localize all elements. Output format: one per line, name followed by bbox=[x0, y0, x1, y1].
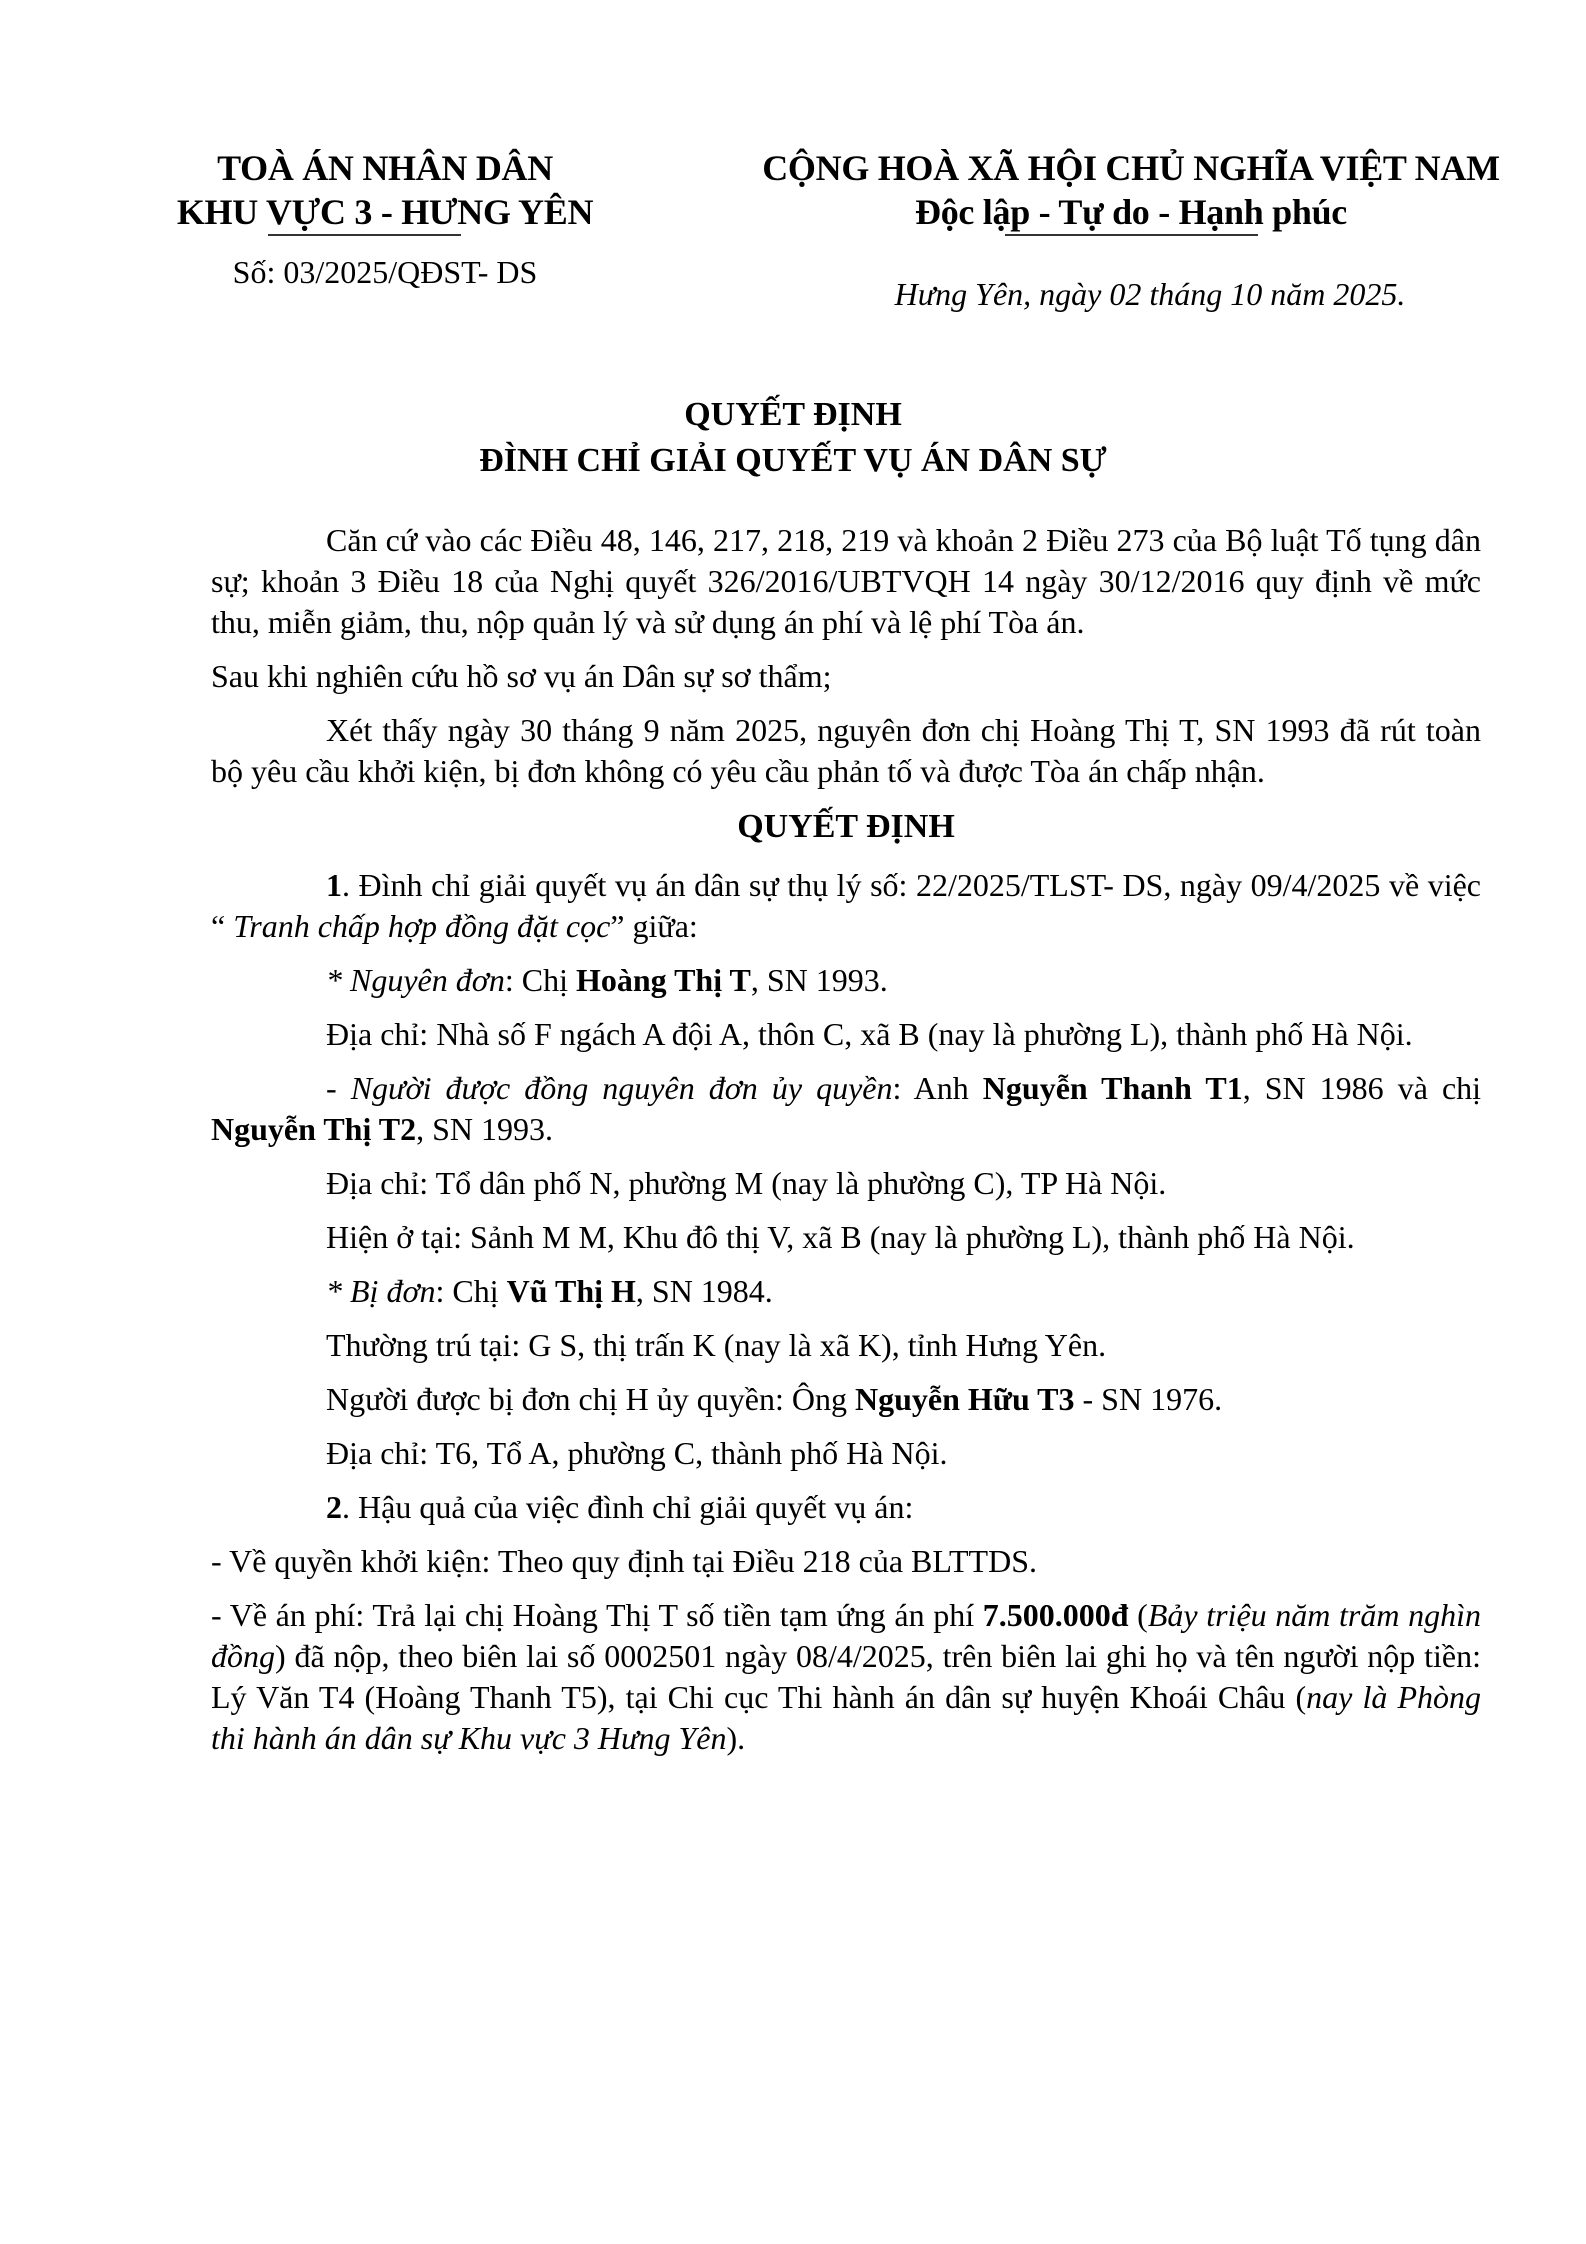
plaintiff: * Nguyên đơn: Chị Hoàng Thị T, SN 1993. bbox=[326, 962, 888, 998]
court-name: TOÀ ÁN NHÂN DÂN bbox=[217, 148, 553, 188]
court-region: KHU VỰC 3 - HƯNG YÊN bbox=[176, 192, 594, 232]
defendant: * Bị đơn: Chị Vũ Thị H, SN 1984. bbox=[326, 1273, 773, 1309]
representative-name-2: Nguyễn Thị T2 bbox=[211, 1111, 417, 1147]
decision-heading: QUYẾT ĐỊNH bbox=[737, 808, 955, 845]
representative-current-residence: Hiện ở tại: Sảnh M M, Khu đô thị V, xã B (nay là phường L), thành phố Hà Nội. bbox=[326, 1219, 1355, 1255]
document-number: Số: 03/2025/QĐST- DS bbox=[232, 254, 538, 290]
decision-item-1: 1. Đình chỉ giải quyết vụ án dân sự thụ lý số: 22/2025/TLST- DS, ngày 09/4/2025 về việc “ Tranh chấp hợp đồng đặt cọc” giữa: bbox=[211, 867, 1481, 944]
court-header-rule bbox=[268, 234, 461, 236]
plaintiff-representative: - Người được đồng nguyên đơn ủy quyền: Anh Nguyễn Thanh T1, SN 1986 và chị Nguyễn Thị T2, SN 1993. bbox=[211, 1070, 1482, 1147]
right-to-sue: - Về quyền khởi kiện: Theo quy định tại Điều 218 của BLTTDS. bbox=[211, 1543, 1037, 1579]
representative-address: Địa chỉ: Tổ dân phố N, phường M (nay là phường C), TP Hà Nội. bbox=[326, 1165, 1167, 1201]
issue-date: Hưng Yên, ngày 02 tháng 10 năm 2025. bbox=[894, 276, 1406, 312]
review-statement: Sau khi nghiên cứu hồ sơ vụ án Dân sự sơ thẩm; bbox=[211, 658, 832, 694]
plaintiff-address: Địa chỉ: Nhà số F ngách A đội A, thôn C, xã B (nay là phường L), thành phố Hà Nội. bbox=[326, 1016, 1413, 1052]
court-fee: - Về án phí: Trả lại chị Hoàng Thị T số tiền tạm ứng án phí 7.500.000đ (Bảy triệu năm trăm nghìn đồng) đã nộp, theo biên lai số 0002501 ngày 08/4/2025, trên biên lai ghi họ và tên người nộp tiền: Lý Văn T4 (Hoàng Thanh T5), tại Chi cục Thi hành án dân sự huyện Khoái Châu (nay là Phòng thi hành án dân sự Khu vực 3 Hưng Yên). bbox=[211, 1597, 1482, 1756]
item-2-number: 2 bbox=[326, 1489, 342, 1525]
national-motto-rule bbox=[1005, 234, 1258, 236]
document-body bbox=[211, 520, 1481, 1772]
legal-basis: Căn cứ vào các Điều 48, 146, 217, 218, 219 và khoản 2 Điều 273 của Bộ luật Tố tụng dân sự; khoản 3 Điều 18 của Nghị quyết 326/2016/UBTVQH 14 ngày 30/12/2016 quy định về mức thu, miễn giảm, thu, nộp quản lý và sử dụng án phí và lệ phí Tòa án. bbox=[211, 522, 1481, 640]
defendant-residence: Thường trú tại: G S, thị trấn K (nay là xã K), tỉnh Hưng Yên. bbox=[326, 1327, 1107, 1363]
plaintiff-name: Hoàng Thị T bbox=[575, 962, 751, 998]
consideration: Xét thấy ngày 30 tháng 9 năm 2025, nguyên đơn chị Hoàng Thị T, SN 1993 đã rút toàn bộ yêu cầu khởi kiện, bị đơn không có yêu cầu phản tố và được Tòa án chấp nhận. bbox=[211, 712, 1481, 789]
fee-in-words: Bảy triệu năm trăm nghìn đồng bbox=[211, 1597, 1482, 1674]
case-type: Tranh chấp hợp đồng đặt cọc bbox=[233, 908, 611, 944]
fee-amount: 7.500.000đ bbox=[982, 1597, 1129, 1633]
national-header bbox=[726, 146, 1536, 236]
title-line-2: ĐÌNH CHỈ GIẢI QUYẾT VỤ ÁN DÂN SỰ bbox=[479, 442, 1107, 479]
item-1-number: 1 bbox=[326, 867, 342, 903]
representative-name-1: Nguyễn Thanh T1 bbox=[982, 1070, 1243, 1106]
title-line-1: QUYẾT ĐỊNH bbox=[684, 396, 902, 433]
court-header bbox=[150, 146, 620, 292]
national-motto: Độc lập - Tự do - Hạnh phúc bbox=[915, 192, 1347, 232]
national-title: CỘNG HOÀ XÃ HỘI CHỦ NGHĨA VIỆT NAM bbox=[762, 148, 1500, 188]
decision-item-2: 2. Hậu quả của việc đình chỉ giải quyết vụ án: bbox=[326, 1489, 914, 1525]
document-title bbox=[0, 392, 1586, 484]
defendant-representative-address: Địa chỉ: T6, Tổ A, phường C, thành phố Hà Nội. bbox=[326, 1435, 948, 1471]
current-enforcement-office: nay là Phòng thi hành án dân sự Khu vực 3 Hưng Yên bbox=[211, 1679, 1482, 1756]
defendant-name: Vũ Thị H bbox=[506, 1273, 636, 1309]
defendant-representative-name: Nguyễn Hữu T3 bbox=[854, 1381, 1075, 1417]
defendant-representative: Người được bị đơn chị H ủy quyền: Ông Nguyễn Hữu T3 - SN 1976. bbox=[326, 1381, 1223, 1417]
